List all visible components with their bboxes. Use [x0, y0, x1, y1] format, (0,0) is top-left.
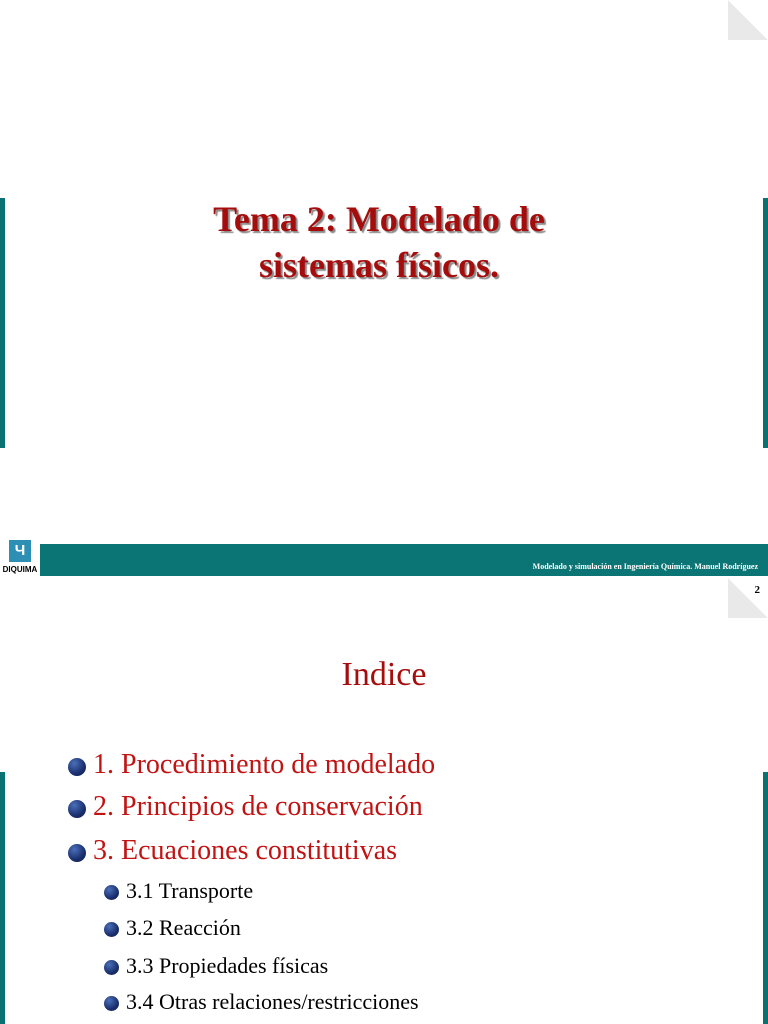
list-item: [104, 953, 328, 979]
bullet-icon: [68, 844, 86, 862]
diquima-logo: [0, 538, 40, 578]
index-slide: [0, 578, 768, 1024]
list-item: [104, 989, 419, 1015]
footer-band: [0, 544, 768, 576]
slide-title-line-2: sistemas físicos.: [259, 245, 499, 285]
index-title: Indice: [341, 656, 427, 693]
logo-mark-icon: Ч: [9, 540, 31, 562]
list-item: [104, 878, 253, 904]
list-item-text: 3.1 Transporte: [126, 878, 254, 903]
bullet-icon: [104, 922, 119, 937]
page-fold-icon: [728, 0, 768, 40]
page-number: 2: [754, 584, 760, 596]
slide-title-line-1: Tema 2: Modelado de: [213, 199, 545, 239]
list-item-text: 2. Principios de conservación: [93, 791, 423, 822]
right-accent-bar: [763, 198, 768, 448]
list-item: [68, 835, 397, 867]
footer-text: Modelado y simulación en Ingeniería Química. Manuel Rodríguez: [532, 562, 758, 571]
bullet-icon: [68, 800, 86, 818]
bullet-icon: [104, 996, 119, 1011]
bullet-icon: [104, 885, 119, 900]
slide-title: [0, 196, 758, 288]
bullet-icon: [104, 960, 119, 975]
index-list: [0, 578, 768, 1024]
list-item: [68, 791, 423, 823]
list-item: [104, 915, 241, 941]
list-item-text: 3.3 Propiedades físicas: [126, 953, 329, 978]
list-item-text: 3. Ecuaciones constitutivas: [93, 835, 398, 866]
list-item-text: 1. Procedimiento de modelado: [93, 749, 436, 780]
list-item-text: 3.2 Reacción: [126, 915, 241, 940]
logo-text: DIQUIMA: [2, 565, 38, 574]
list-item-text: 3.4 Otras relaciones/restricciones: [126, 989, 419, 1014]
bullet-icon: [68, 758, 86, 776]
list-item: [68, 749, 435, 781]
